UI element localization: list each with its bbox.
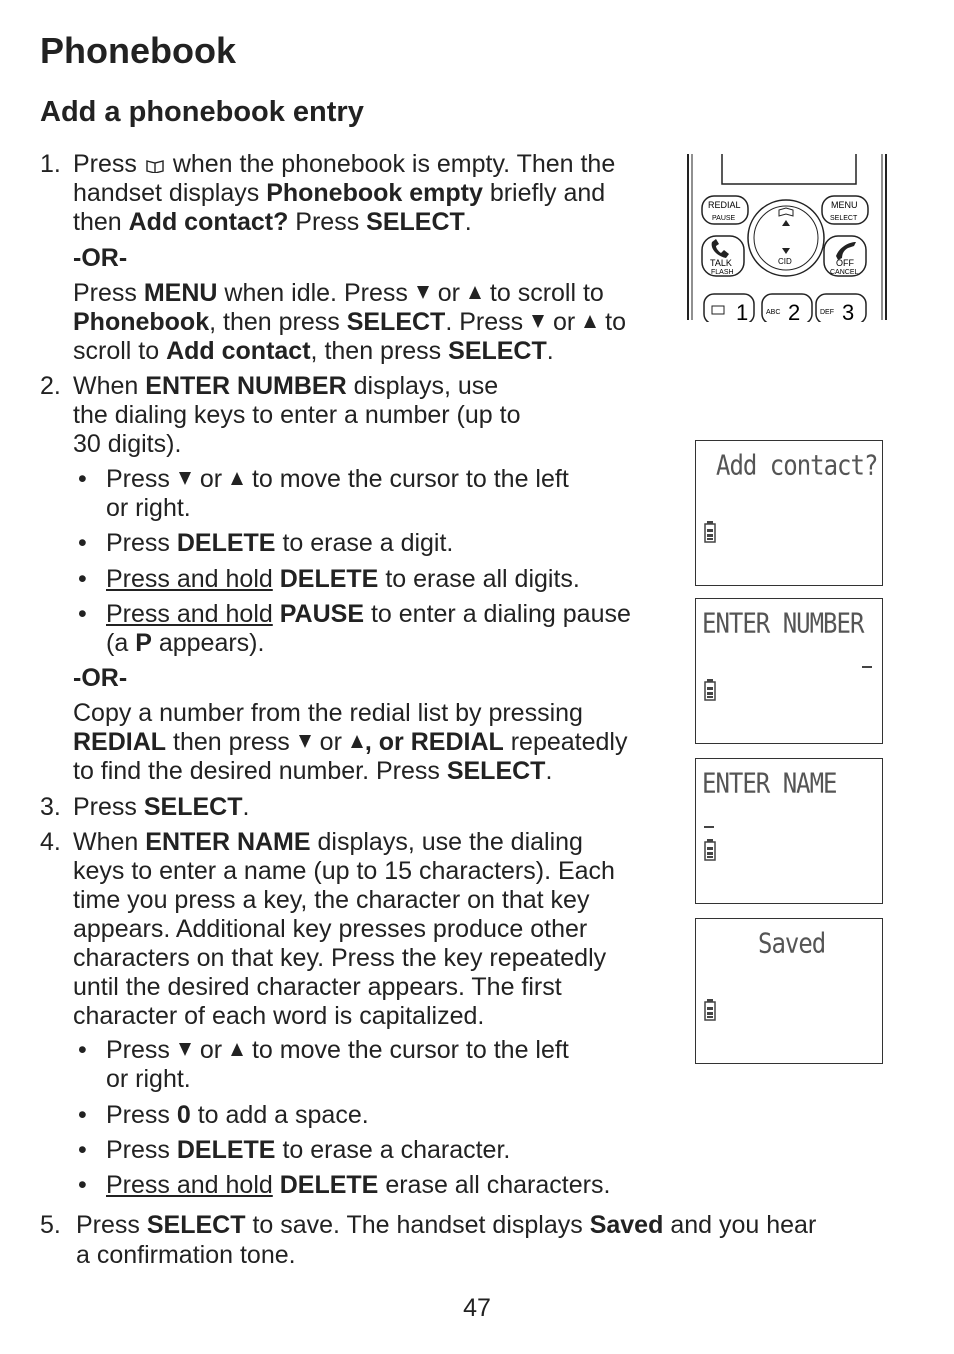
step-1-line-2: handset displays Phonebook empty briefly and [73, 179, 606, 207]
lcd-screen-enter-number [695, 598, 883, 744]
step-2-copy-line-2: REDIAL then press or , or REDIAL repeatedly [73, 728, 628, 756]
step-4-bullet-4: Press and hold DELETE erase all characters. [106, 1171, 611, 1199]
lcd-text: ENTER NAME [702, 767, 837, 800]
step-4-line-4: appears. Additional key presses produce other [73, 915, 588, 943]
battery-icon [704, 521, 716, 543]
step-number: 1. [40, 150, 61, 178]
handset-illustration [686, 154, 888, 322]
step-1-line-3: then Add contact? Press SELECT. [73, 208, 472, 236]
step-4-bullet-1-cont: or right. [106, 1065, 191, 1093]
key-3-label: 3 [842, 300, 855, 322]
up-arrow-icon [584, 315, 596, 328]
handset-screen-bezel [722, 154, 856, 184]
talk-label: TALK [710, 258, 732, 268]
key-2-label: 2 [788, 300, 801, 322]
lcd-screen-saved [695, 918, 883, 1064]
lcd-screen-enter-name [695, 758, 883, 904]
lcd-cursor [704, 826, 714, 828]
down-arrow-icon [299, 735, 311, 748]
step-4-line-1: When ENTER NAME displays, use the dialing [73, 828, 583, 856]
step-2-bullet-4-cont: (a P appears). [106, 629, 265, 657]
phonebook-icon [146, 159, 164, 173]
step-4-line-6: until the desired character appears. The first [73, 973, 562, 1001]
step-5-line-1: Press SELECT to save. The handset displays Saved and you hear [76, 1211, 817, 1239]
up-arrow-icon [231, 472, 243, 485]
down-arrow-icon [179, 472, 191, 485]
step-2-copy-line-1: Copy a number from the redial list by pressing [73, 699, 583, 727]
step-2-line-2: the dialing keys to enter a number (up to [73, 401, 521, 429]
step-2-line-3: 30 digits). [73, 430, 182, 458]
step-number: 4. [40, 828, 61, 856]
pause-label: PAUSE [712, 215, 736, 222]
cid-label: CID [778, 257, 792, 266]
flash-label: FLASH [711, 269, 734, 276]
bullet: • [78, 1036, 87, 1064]
page-number: 47 [463, 1294, 491, 1322]
step-4-line-3: time you press a key, the character on that key [73, 886, 590, 914]
up-arrow-icon [469, 286, 481, 299]
step-number: 3. [40, 793, 61, 821]
bullet: • [78, 529, 87, 557]
step-2-bullet-3: Press and hold DELETE to erase all digits. [106, 565, 580, 593]
lcd-text: Saved [758, 927, 826, 960]
step-4-line-2: keys to enter a name (up to 15 characters). Each [73, 857, 615, 885]
key-2-letters: ABC [766, 309, 781, 316]
step-4-bullet-3: Press DELETE to erase a character. [106, 1136, 511, 1164]
step-2-bullet-2: Press DELETE to erase a digit. [106, 529, 454, 557]
step-4-bullet-2: Press 0 to add a space. [106, 1101, 369, 1129]
menu-label: MENU [831, 200, 858, 210]
step-2-line-1: When ENTER NUMBER displays, use [73, 372, 499, 400]
key-2 [762, 294, 812, 322]
lcd-screen-add-contact [695, 440, 883, 586]
redial-label: REDIAL [708, 200, 741, 210]
step-number: 2. [40, 372, 61, 400]
off-label: OFF [836, 258, 854, 268]
down-arrow-icon [417, 286, 429, 299]
battery-icon [704, 999, 716, 1021]
lcd-cursor [862, 666, 872, 668]
step-3-line: Press SELECT. [73, 793, 250, 821]
bullet: • [78, 1171, 87, 1199]
bullet: • [78, 1101, 87, 1129]
or-divider: -OR- [73, 664, 128, 692]
step-4-line-7: character of each word is capitalized. [73, 1002, 485, 1030]
cancel-label: CANCEL [830, 269, 859, 276]
bullet: • [78, 565, 87, 593]
select-label: SELECT [830, 215, 858, 222]
step-5-line-2: a confirmation tone. [76, 1241, 296, 1269]
up-arrow-icon [351, 735, 363, 748]
step-4-line-5: characters on that key. Press the key repeatedly [73, 944, 607, 972]
bullet: • [78, 600, 87, 628]
step-2-bullet-1: Press or to move the cursor to the left [106, 465, 569, 493]
bullet: • [78, 1136, 87, 1164]
step-2-copy-line-3: to find the desired number. Press SELECT. [73, 757, 553, 785]
lcd-text: ENTER NUMBER [702, 607, 864, 640]
key-3-letters: DEF [820, 309, 834, 316]
step-4-bullet-1: Press or to move the cursor to the left [106, 1036, 569, 1064]
key-1-label: 1 [736, 300, 749, 322]
battery-icon [704, 839, 716, 861]
step-2-bullet-1-cont: or right. [106, 494, 191, 522]
step-1-line-6: scroll to Add contact, then press SELECT. [73, 337, 554, 365]
down-arrow-icon [179, 1043, 191, 1056]
or-divider: -OR- [73, 244, 128, 272]
page-title: Phonebook [40, 30, 236, 71]
lcd-text: Add contact? [716, 449, 878, 482]
up-arrow-icon [231, 1043, 243, 1056]
step-1-line-4: Press MENU when idle. Press or to scroll to [73, 279, 604, 307]
down-arrow-icon [532, 315, 544, 328]
bullet: • [78, 465, 87, 493]
step-number: 5. [40, 1211, 61, 1239]
step-2-bullet-4: Press and hold PAUSE to enter a dialing pause [106, 600, 631, 628]
step-1-line-5: Phonebook, then press SELECT. Press or to [73, 308, 627, 336]
key-3 [816, 294, 866, 322]
section-heading: Add a phonebook entry [40, 96, 364, 128]
step-1-line-1: Press when the phonebook is empty. Then the [73, 150, 616, 178]
battery-icon [704, 679, 716, 701]
